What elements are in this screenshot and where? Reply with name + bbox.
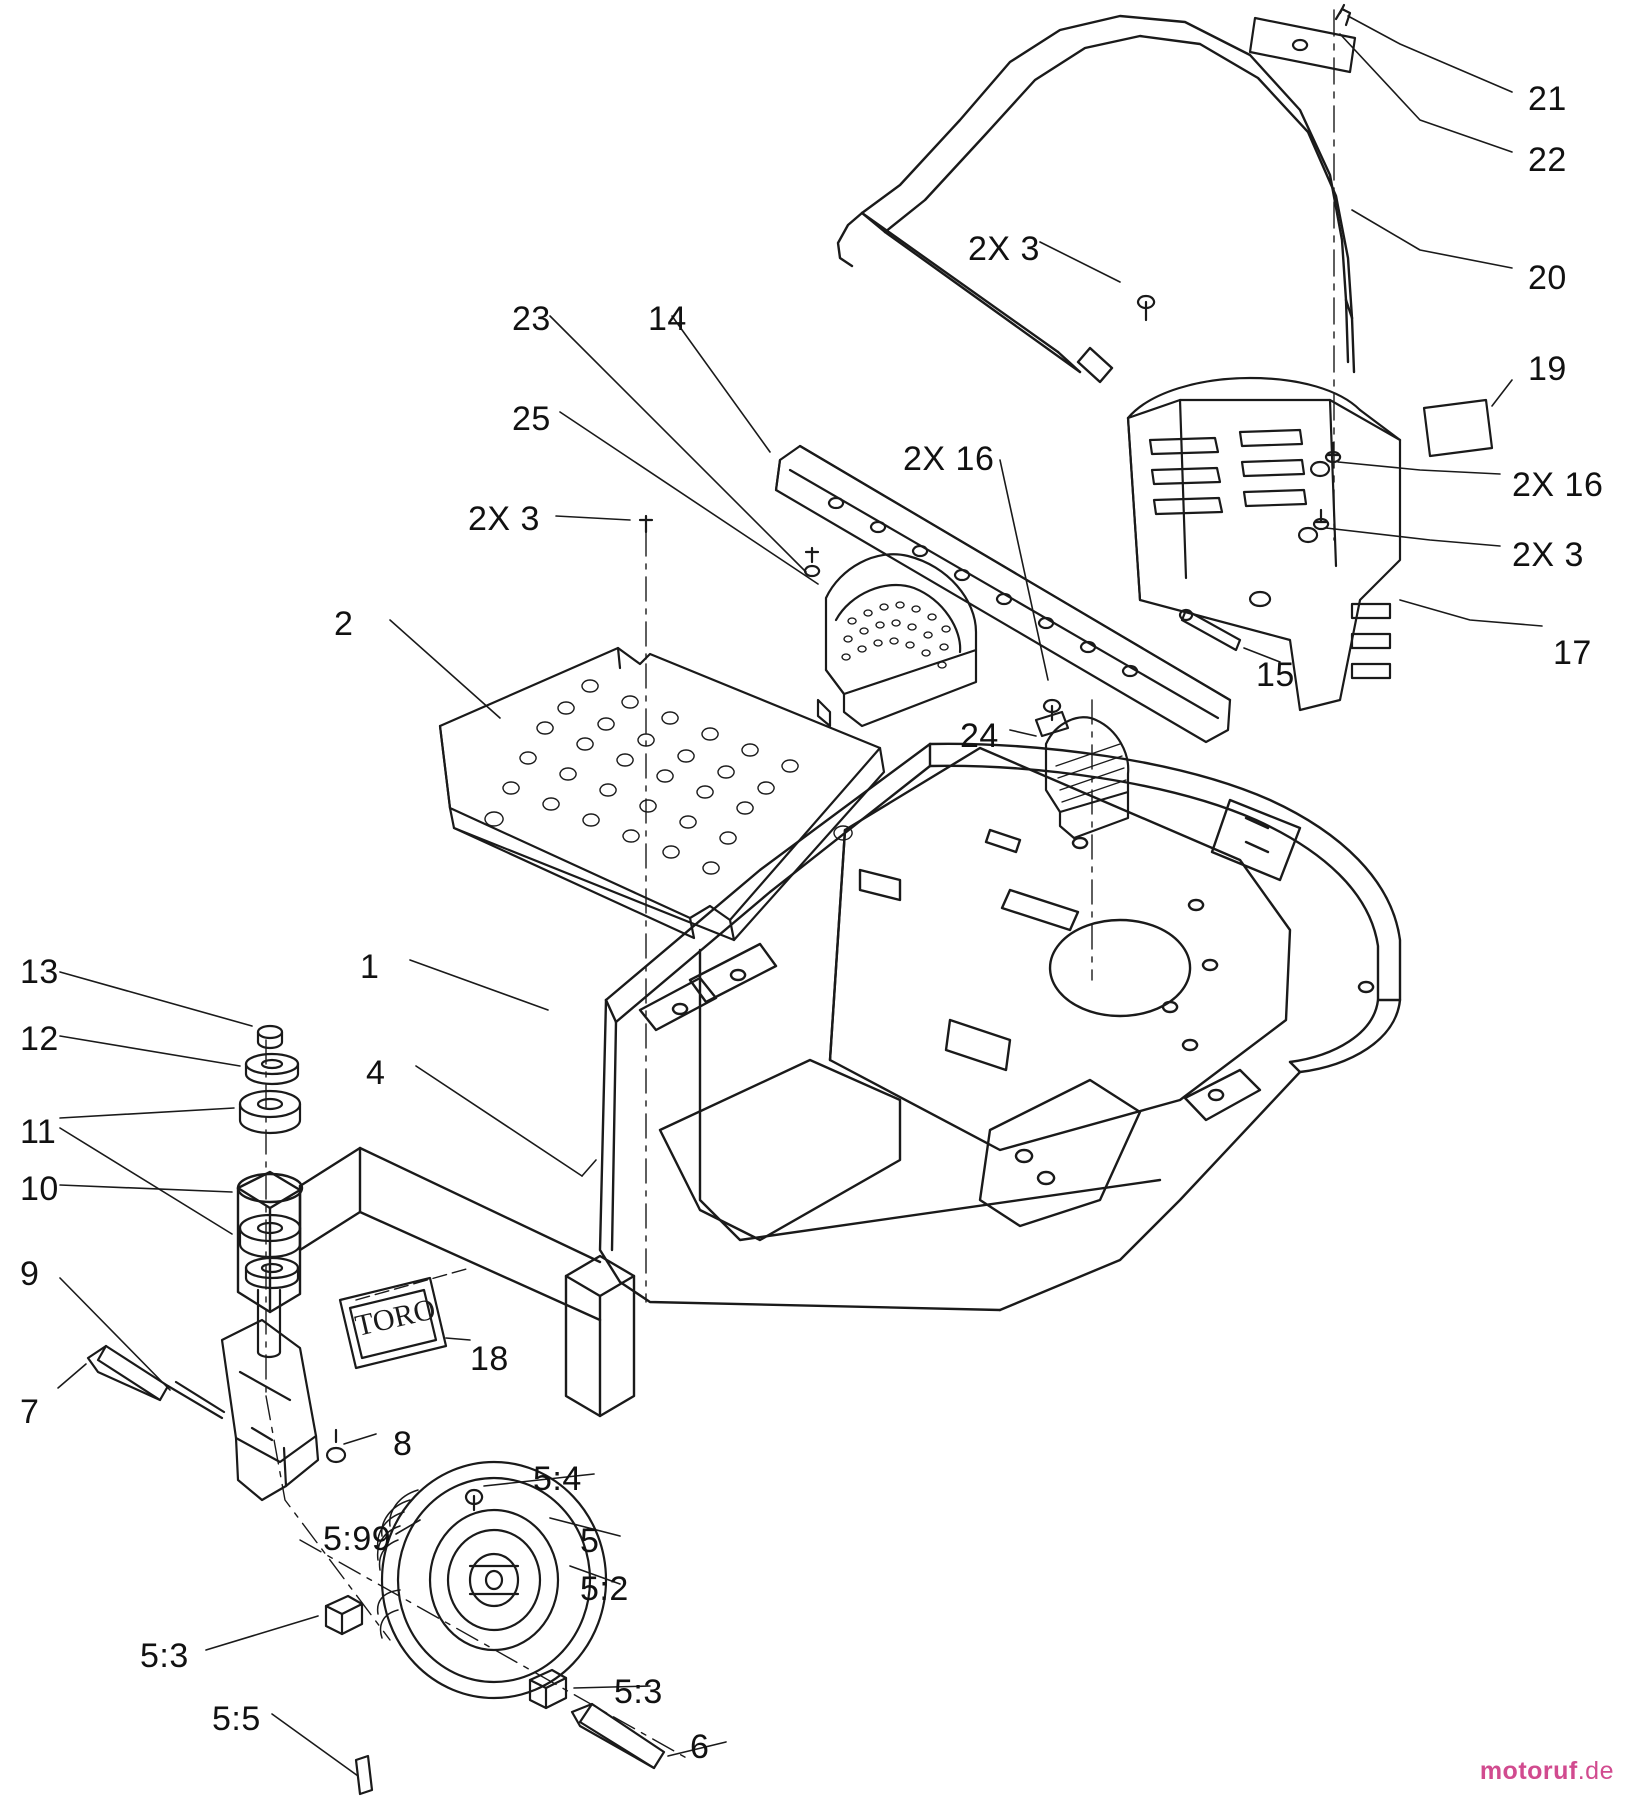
rod-15-part xyxy=(1180,610,1240,650)
svg-text:TORO: TORO xyxy=(352,1292,439,1343)
watermark-prefix: motoruf xyxy=(1479,1757,1578,1785)
callout-18: 18 xyxy=(470,1340,509,1378)
fastener-2x3-rops xyxy=(1138,296,1154,320)
fastener-2x3-footrest xyxy=(640,516,819,1302)
callout-8: 8 xyxy=(393,1425,413,1463)
callout-1: 1 xyxy=(360,948,380,986)
callout-12: 12 xyxy=(20,1020,59,1058)
caster-fork-part xyxy=(222,1320,345,1500)
main-frame-part xyxy=(238,744,1400,1640)
callout-4: 4 xyxy=(366,1054,386,1092)
callout-17: 17 xyxy=(1553,634,1592,672)
callout-14: 14 xyxy=(648,300,687,338)
callout-21: 21 xyxy=(1528,80,1567,118)
callout-2x3-right: 2X 3 xyxy=(1512,536,1584,574)
callout-25: 25 xyxy=(512,400,551,438)
rops-top-bracket-part xyxy=(1250,5,1355,72)
callout-10: 10 xyxy=(20,1170,59,1208)
callout-15: 15 xyxy=(1256,656,1295,694)
front-wheel-part xyxy=(326,1462,664,1794)
footrest-plate-part xyxy=(440,648,884,940)
bolt-7-part xyxy=(88,1346,224,1418)
callout-5-3-left: 5:3 xyxy=(140,1637,189,1675)
intake-screen-part xyxy=(818,554,976,726)
callout-2x3-rops: 2X 3 xyxy=(968,230,1040,268)
callout-2x16-frame: 2X 16 xyxy=(903,440,995,478)
callout-22: 22 xyxy=(1528,141,1567,179)
callout-5-3-right: 5:3 xyxy=(614,1673,663,1711)
fastener-group-right xyxy=(1314,443,1340,529)
callout-5: 5 xyxy=(580,1522,600,1560)
callout-6: 6 xyxy=(690,1728,710,1766)
callout-11: 11 xyxy=(20,1113,57,1151)
callout-2: 2 xyxy=(334,605,354,643)
callout-2x3-footrest: 2X 3 xyxy=(468,500,540,538)
callout-5-4: 5:4 xyxy=(533,1460,582,1498)
watermark xyxy=(1480,1757,1614,1786)
callout-20: 20 xyxy=(1528,259,1567,297)
callout-19: 19 xyxy=(1528,350,1567,388)
callout-7: 7 xyxy=(20,1393,40,1431)
toro-decal-part xyxy=(340,1278,446,1368)
callout-5-5: 5:5 xyxy=(212,1700,261,1738)
decal-19-part xyxy=(1424,400,1492,456)
roll-bar-part xyxy=(838,16,1354,382)
callout-24: 24 xyxy=(960,717,999,755)
callout-5-99: 5:99 xyxy=(323,1520,392,1558)
callout-13: 13 xyxy=(20,953,59,991)
callout-23: 23 xyxy=(512,300,551,338)
watermark-suffix: .de xyxy=(1577,1757,1614,1785)
callout-9: 9 xyxy=(20,1255,40,1293)
callout-5-2: 5:2 xyxy=(580,1570,629,1608)
callout-2x16-right: 2X 16 xyxy=(1512,466,1604,504)
